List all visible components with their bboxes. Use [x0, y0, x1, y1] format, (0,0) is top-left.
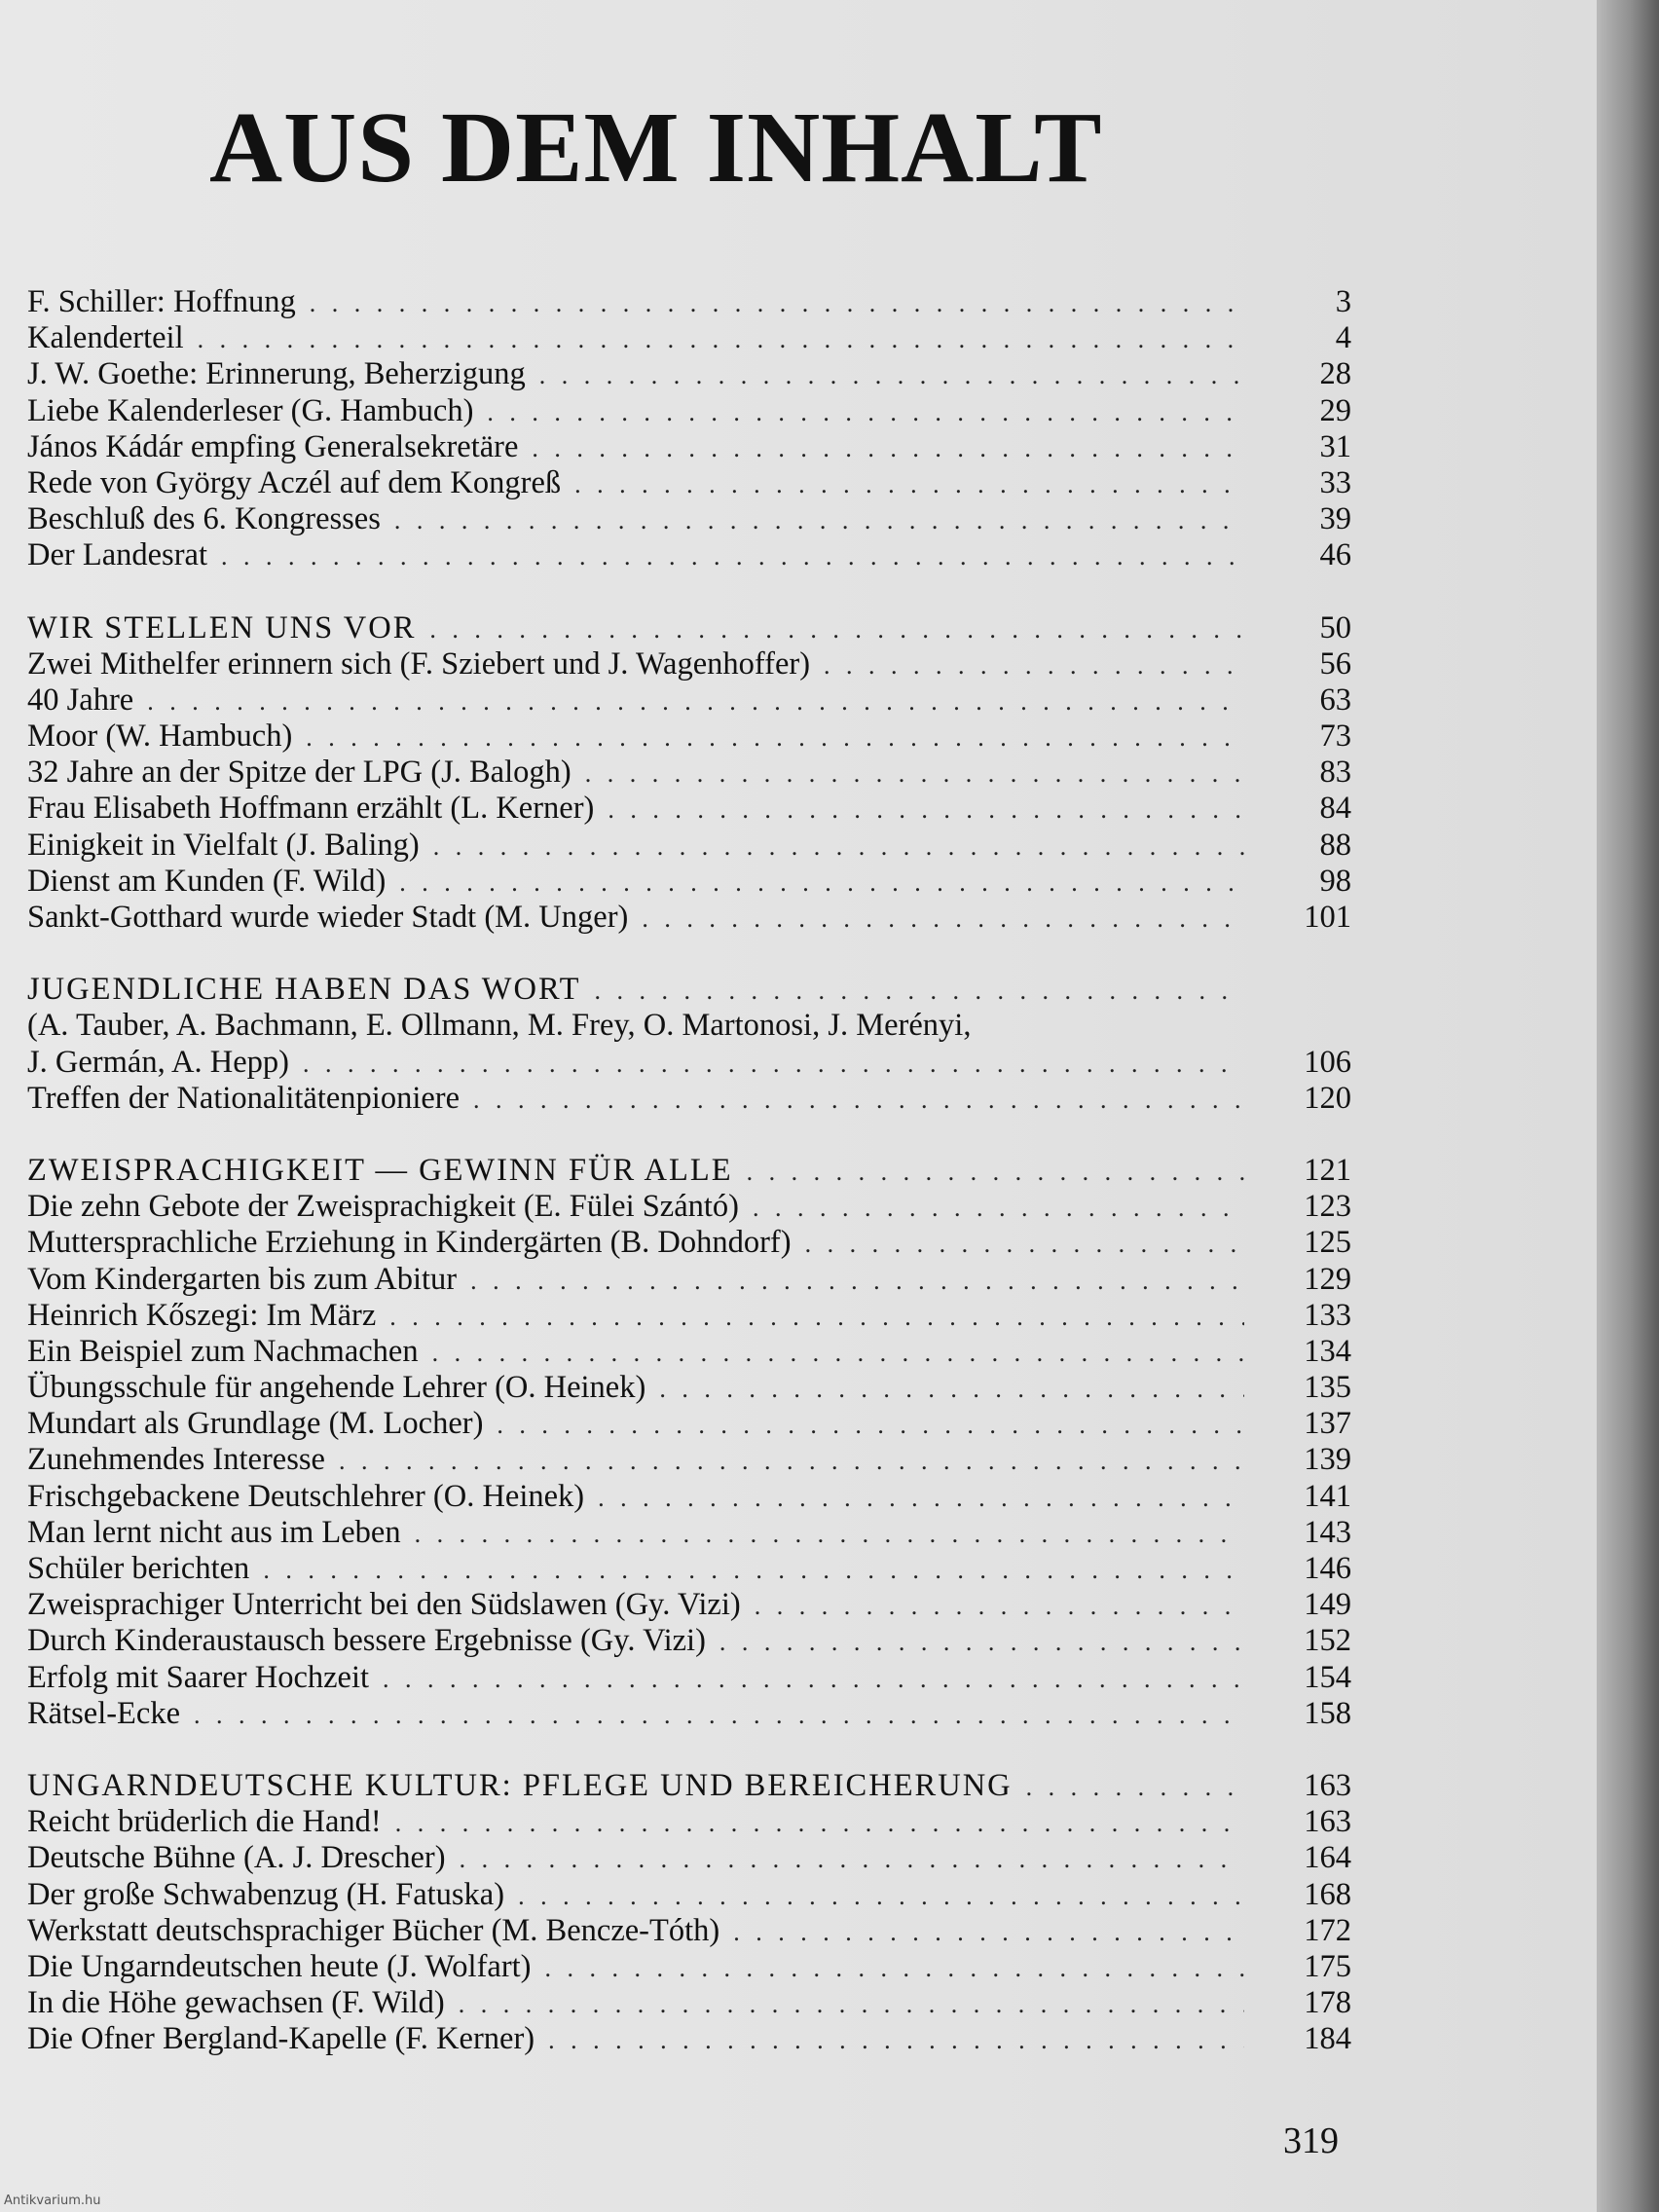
entry-page-number: 135 [1304, 1370, 1351, 1406]
entry-title: WIR STELLEN UNS VOR [27, 609, 417, 645]
entry-title: Frau Elisabeth Hoffmann erzählt (L. Kerner) [27, 791, 595, 827]
toc-entry [27, 1804, 1351, 1840]
entry-page-number: 3 [1335, 284, 1351, 319]
toc-entry [27, 1442, 1351, 1478]
page-title: AUS DEM INHALT [209, 92, 1103, 203]
entry-title: UNGARNDEUTSCHE KULTUR: PFLEGE UND BEREICHERUNG [27, 1767, 1013, 1803]
entry-title: Mundart als Grundlage (M. Locher) [27, 1406, 484, 1442]
section-heading [27, 1153, 1351, 1189]
toc-entry [27, 1913, 1351, 1949]
entry-page-number: 143 [1304, 1514, 1351, 1550]
toc-entry [27, 1189, 1351, 1225]
dot-leader [399, 865, 1244, 901]
entry-page-number: 154 [1304, 1659, 1351, 1695]
entry-title: ZWEISPRACHIGKEIT — GEWINN FÜR ALLE [27, 1152, 733, 1188]
toc-entry [27, 501, 1351, 537]
entry-page-number: 172 [1304, 1912, 1351, 1948]
toc-entry [27, 2021, 1351, 2057]
entry-title: Erfolg mit Saarer Hochzeit [27, 1659, 370, 1695]
entry-page-number: 163 [1304, 1804, 1351, 1840]
entry-page-number: 133 [1304, 1297, 1351, 1333]
entry-page-number: 46 [1319, 537, 1351, 573]
dot-leader [470, 1263, 1244, 1299]
dot-leader [487, 394, 1244, 430]
dot-leader [303, 1046, 1244, 1082]
entry-title: (A. Tauber, A. Bachmann, E. Ollmann, M. Frey, O. Martonosi, J. Merényi, [27, 1008, 972, 1044]
entry-title: Heinrich Kőszegi: Im März [27, 1297, 377, 1333]
entry-page-number: 158 [1304, 1695, 1351, 1731]
dot-leader [497, 1407, 1244, 1443]
entry-title: 32 Jahre an der Spitze der LPG (J. Balogh) [27, 755, 571, 791]
dot-leader [595, 973, 1244, 1009]
entry-page-number: 139 [1304, 1442, 1351, 1478]
toc-section [27, 972, 1351, 1117]
entry-page-number: 123 [1304, 1189, 1351, 1225]
entry-title: Zwei Mithelfer erinnern sich (F. Sziebert und J. Wagenhoffer) [27, 645, 811, 682]
entry-title: Zweisprachiger Unterricht bei den Südslawen (Gy. Vizi) [27, 1587, 741, 1623]
entry-page-number: 141 [1304, 1478, 1351, 1514]
dot-leader [598, 1480, 1244, 1516]
dot-leader [753, 1190, 1244, 1226]
entry-title: Der Landesrat [27, 537, 207, 573]
dot-leader [194, 1697, 1244, 1733]
entry-title: Reicht brüderlich die Hand! [27, 1804, 382, 1840]
dot-leader [394, 502, 1244, 538]
entry-title: Rätsel-Ecke [27, 1695, 181, 1731]
entry-page-number: 31 [1319, 428, 1351, 464]
entry-page-number: 149 [1304, 1587, 1351, 1623]
entry-title: Muttersprachliche Erziehung in Kindergärten (B. Dohndorf) [27, 1225, 792, 1261]
dot-leader [747, 1154, 1244, 1190]
dot-leader [659, 1371, 1244, 1407]
entry-page-number: 101 [1304, 900, 1351, 935]
entry-page-number: 120 [1304, 1080, 1351, 1116]
entry-title: Vom Kindergarten bis zum Abitur [27, 1261, 458, 1297]
section-heading [27, 1768, 1351, 1804]
dot-leader [147, 683, 1244, 719]
toc-entry [27, 828, 1351, 864]
entry-page-number: 84 [1319, 791, 1351, 827]
entry-title: Zunehmendes Interesse [27, 1442, 325, 1478]
entry-page-number: 50 [1319, 609, 1351, 645]
dot-leader [805, 1226, 1244, 1262]
toc-entry [27, 1515, 1351, 1551]
toc-entry [27, 1081, 1351, 1117]
entry-title: Durch Kinderaustausch bessere Ergebnisse (Gy. Vizi) [27, 1623, 706, 1659]
entry-title: Übungsschule für angehende Lehrer (O. Heinek) [27, 1370, 646, 1406]
toc-entry [27, 1406, 1351, 1442]
dot-leader [263, 1552, 1244, 1588]
entry-title: Man lernt nicht aus im Leben [27, 1514, 401, 1550]
dot-leader [1026, 1769, 1244, 1805]
entry-page-number: 56 [1319, 645, 1351, 682]
dot-leader [433, 829, 1244, 865]
entry-title: Deutsche Bühne (A. J. Drescher) [27, 1840, 446, 1876]
entry-page-number: 39 [1319, 501, 1351, 537]
dot-leader [395, 1805, 1244, 1841]
entry-page-number: 106 [1304, 1044, 1351, 1080]
entry-page-number: 125 [1304, 1225, 1351, 1261]
entry-title: JUGENDLICHE HABEN DAS WORT [27, 972, 581, 1008]
toc-entry [27, 719, 1351, 755]
dot-leader [548, 2022, 1244, 2058]
toc-entry [27, 1262, 1351, 1298]
toc-entry [27, 1949, 1351, 1985]
dot-leader [459, 1986, 1244, 2022]
toc-entry [27, 1551, 1351, 1587]
entry-title: Frischgebackene Deutschlehrer (O. Heinek) [27, 1478, 585, 1514]
dot-leader [733, 1914, 1244, 1950]
dot-leader [460, 1841, 1244, 1877]
entry-title: Die zehn Gebote der Zweisprachigkeit (E. Fülei Szántó) [27, 1189, 739, 1225]
toc-entry [27, 1840, 1351, 1876]
entry-title: Einigkeit in Vielfalt (J. Baling) [27, 827, 420, 863]
entry-page-number: 184 [1304, 2021, 1351, 2057]
dot-leader [198, 321, 1244, 357]
toc-entry [27, 900, 1351, 936]
dot-leader [383, 1661, 1244, 1697]
dot-leader [429, 611, 1244, 647]
entry-page-number: 83 [1319, 755, 1351, 791]
toc-entry [27, 755, 1351, 791]
dot-leader [415, 1516, 1244, 1552]
entry-page-number: 178 [1304, 1985, 1351, 2021]
dot-leader [432, 1335, 1244, 1371]
toc-entry [27, 1298, 1351, 1334]
dot-leader [518, 1878, 1244, 1914]
dot-leader [306, 719, 1244, 756]
entry-title: Ein Beispiel zum Nachmachen [27, 1333, 419, 1369]
entry-page-number: 168 [1304, 1876, 1351, 1912]
page-number: 319 [1283, 2120, 1339, 2161]
entry-title: Der große Schwabenzug (H. Fatuska) [27, 1876, 505, 1912]
entry-page-number: 4 [1335, 320, 1351, 356]
entry-page-number: 29 [1319, 392, 1351, 428]
entry-title: Rede von György Aczél auf dem Kongreß [27, 464, 562, 500]
toc-entry [27, 429, 1351, 465]
toc-entry [27, 356, 1351, 392]
entry-title: F. Schiller: Hoffnung [27, 284, 296, 319]
table-of-contents [27, 284, 1351, 2093]
dot-leader [532, 430, 1244, 466]
section-heading [27, 610, 1351, 646]
watermark: Antikvarium.hu [4, 2194, 101, 2208]
toc-entry [27, 1623, 1351, 1659]
toc-entry [27, 864, 1351, 900]
entry-page-number: 129 [1304, 1261, 1351, 1297]
dot-leader [539, 357, 1244, 393]
dot-leader [310, 285, 1244, 321]
entry-title: 40 Jahre [27, 682, 134, 718]
dot-leader [389, 1299, 1244, 1335]
entry-title: In die Höhe gewachsen (F. Wild) [27, 1985, 445, 2021]
entry-title: Moor (W. Hambuch) [27, 719, 293, 755]
toc-section [27, 1153, 1351, 1732]
dot-leader [608, 792, 1244, 828]
dot-leader [824, 647, 1244, 683]
toc-entry [27, 1334, 1351, 1370]
toc-entry [27, 465, 1351, 501]
toc-entry [27, 1696, 1351, 1732]
entry-page-number: 88 [1319, 827, 1351, 863]
entry-title: Werkstatt deutschsprachiger Bücher (M. Bencze-Tóth) [27, 1912, 720, 1948]
entry-title: Treffen der Nationalitätenpioniere [27, 1080, 461, 1116]
entry-title: Beschluß des 6. Kongresses [27, 501, 381, 537]
toc-entry [27, 682, 1351, 719]
toc-entry [27, 320, 1351, 356]
authors-line [27, 1008, 1351, 1044]
dot-leader [574, 466, 1244, 502]
dot-leader [221, 538, 1244, 574]
toc-entry [27, 284, 1351, 320]
entry-title: Schüler berichten [27, 1551, 250, 1586]
entry-page-number: 28 [1319, 356, 1351, 392]
entry-title: Liebe Kalenderleser (G. Hambuch) [27, 392, 474, 428]
toc-section [27, 610, 1351, 937]
entry-title: János Kádár empfing Generalsekretäre [27, 428, 519, 464]
entry-page-number: 163 [1304, 1767, 1351, 1803]
dot-leader [585, 756, 1244, 792]
entry-page-number: 164 [1304, 1840, 1351, 1876]
entry-page-number: 98 [1319, 863, 1351, 899]
toc-entry [27, 1479, 1351, 1515]
toc-entry [27, 393, 1351, 429]
toc-entry [27, 1877, 1351, 1913]
page-edge-shadow [1597, 0, 1659, 2212]
dot-leader [719, 1624, 1244, 1660]
entry-title: J. W. Goethe: Erinnerung, Beherzigung [27, 356, 526, 392]
entry-title: Die Ungarndeutschen heute (J. Wolfart) [27, 1948, 532, 1984]
entry-page-number: 137 [1304, 1406, 1351, 1442]
toc-entry [27, 1660, 1351, 1696]
dot-leader [545, 1950, 1244, 1986]
entry-page-number: 152 [1304, 1623, 1351, 1659]
toc-entry [27, 646, 1351, 682]
toc-entry [27, 1587, 1351, 1623]
toc-entry [27, 1225, 1351, 1261]
entry-page-number: 73 [1319, 719, 1351, 755]
entry-page-number: 33 [1319, 464, 1351, 500]
entry-title: J. Germán, A. Hepp) [27, 1044, 289, 1080]
dot-leader [755, 1588, 1244, 1624]
toc-section [27, 284, 1351, 574]
entry-page-number: 146 [1304, 1551, 1351, 1586]
entry-page-number: 175 [1304, 1948, 1351, 1984]
toc-section [27, 1768, 1351, 2058]
dot-leader [339, 1443, 1244, 1479]
entry-title: Kalenderteil [27, 320, 184, 356]
section-heading [27, 972, 1351, 1008]
dot-leader [642, 901, 1244, 937]
toc-entry [27, 1045, 1351, 1081]
entry-title: Die Ofner Bergland-Kapelle (F. Kerner) [27, 2021, 535, 2057]
toc-entry [27, 791, 1351, 827]
entry-title: Dienst am Kunden (F. Wild) [27, 863, 387, 899]
toc-entry [27, 1985, 1351, 2021]
toc-entry [27, 1370, 1351, 1406]
toc-entry [27, 537, 1351, 573]
entry-page-number: 63 [1319, 682, 1351, 718]
dot-leader [473, 1082, 1244, 1118]
entry-page-number: 134 [1304, 1333, 1351, 1369]
entry-title: Sankt-Gotthard wurde wieder Stadt (M. Unger) [27, 900, 629, 935]
entry-page-number: 121 [1304, 1152, 1351, 1188]
